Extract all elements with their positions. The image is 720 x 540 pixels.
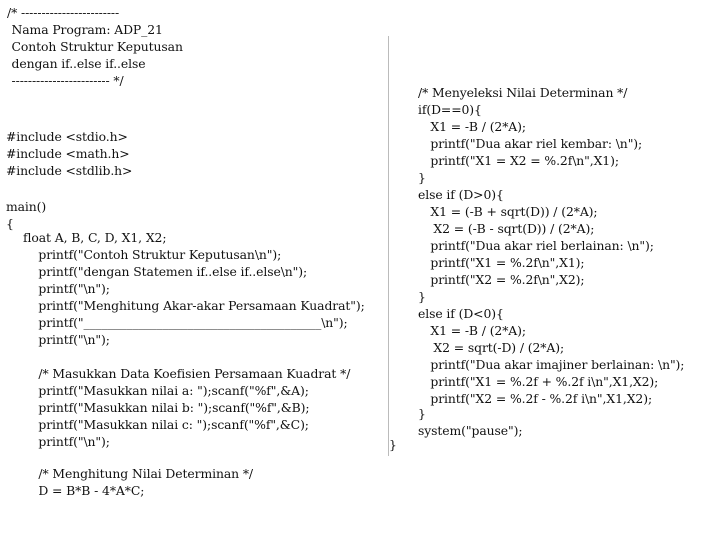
code-line: main() [6, 199, 47, 214]
code-line: else if (D<0){ [418, 306, 504, 321]
code-line: if(D==0){ [418, 102, 482, 117]
code-line: float A, B, C, D, X1, X2; [0, 230, 167, 245]
code-line: printf("\n"); [0, 332, 110, 347]
column-divider [388, 36, 389, 456]
code-line: Contoh Struktur Keputusan [0, 39, 183, 54]
code-line: printf("Masukkan nilai c: ");scanf("%f",&C); [0, 417, 309, 432]
code-line: printf("X1 = X2 = %.2f\n",X1); [392, 153, 619, 168]
code-line: dengan if..else if..else [0, 56, 146, 71]
code-line: printf("dengan Statemen if..else if..else\n"); [0, 264, 308, 279]
code-line: printf("X1 = %.2f + %.2f i\n",X1,X2); [392, 374, 659, 389]
code-line: /* Masukkan Data Koefisien Persamaan Kuadrat */ [0, 366, 351, 381]
code-line: printf("X2 = %.2f\n",X2); [392, 272, 585, 287]
code-line: { [6, 216, 14, 231]
code-line: printf("_______________________________________\n"); [0, 315, 348, 330]
code-line: printf("Dua akar imajiner berlainan: \n"); [392, 357, 685, 372]
code-line: printf("\n"); [0, 281, 110, 296]
code-line: printf("Dua akar riel berlainan: \n"); [392, 238, 654, 253]
code-line: X2 = sqrt(-D) / (2*A); [395, 340, 565, 355]
closing-brace: } [389, 437, 397, 452]
code-line: } [418, 289, 426, 304]
code-line: printf("Contoh Struktur Keputusan\n"); [0, 247, 282, 262]
code-line: } [418, 406, 426, 421]
code-line: X1 = -B / (2*A); [392, 119, 526, 134]
code-line: D = B*B - 4*A*C; [0, 483, 145, 498]
code-line: printf("\n"); [0, 434, 110, 449]
code-line: printf("Masukkan nilai b: ");scanf("%f",&B); [0, 400, 310, 415]
code-line: Nama Program: ADP_21 [0, 22, 163, 37]
code-line: printf("Menghitung Akar-akar Persamaan Kuadrat"); [0, 298, 365, 313]
code-line: printf("Dua akar riel kembar: \n"); [392, 136, 643, 151]
code-line: printf("X2 = %.2f - %.2f i\n",X1,X2); [392, 391, 653, 406]
code-line: X1 = (-B + sqrt(D)) / (2*A); [392, 204, 598, 219]
code-line: #include <stdlib.h> [6, 163, 133, 178]
code-line: printf("Masukkan nilai a: ");scanf("%f",&A); [0, 383, 309, 398]
code-line: /* Menyeleksi Nilai Determinan */ [418, 85, 628, 100]
code-line: #include <stdio.h> [6, 129, 128, 144]
code-line: printf("X1 = %.2f\n",X1); [392, 255, 585, 270]
code-line: } [418, 170, 426, 185]
code-line: ------------------------ */ [0, 73, 124, 88]
code-line: /* ------------------------ [7, 5, 120, 20]
code-line: /* Menghitung Nilai Determinan */ [0, 466, 254, 481]
code-line: #include <math.h> [6, 146, 130, 161]
code-line: X2 = (-B - sqrt(D)) / (2*A); [395, 221, 595, 236]
code-line: system("pause"); [418, 423, 523, 438]
code-line: else if (D>0){ [418, 187, 504, 202]
code-line: X1 = -B / (2*A); [392, 323, 526, 338]
right-code-column [392, 0, 720, 540]
